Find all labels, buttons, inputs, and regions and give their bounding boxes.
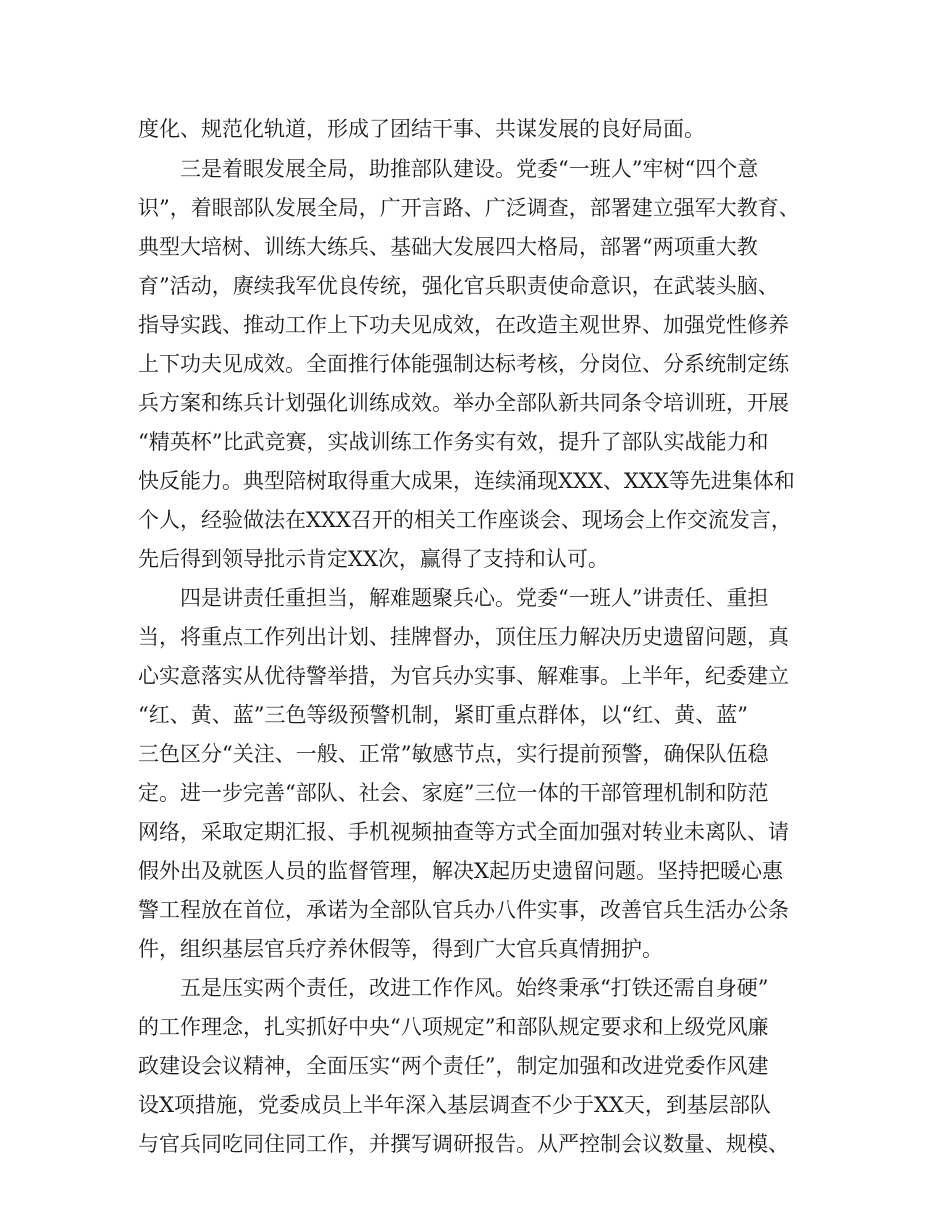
text-line: 当，将重点工作列出计划、挂牌督办，顶住压力解决历史遗留问题，真 xyxy=(138,625,789,649)
text-line: “红、黄、蓝”三色等级预警机制，紧盯重点群体，以“红、黄、蓝” xyxy=(138,703,748,727)
paragraph-start-line: 四是讲责任重担当，解难题聚兵心。党委“一班人”讲责任、重担 xyxy=(180,586,769,610)
text-line: “精英杯”比武竞赛，实战训练工作务实有效，提升了部队实战能力和 xyxy=(138,430,769,454)
text-line: 指导实践、推动工作上下功夫见成效，在改造主观世界、加强党性修养 xyxy=(138,313,789,337)
text-line: 件，组织基层官兵疗养休假等，得到广大官兵真情拥护。 xyxy=(138,937,663,961)
paragraph-start-line: 三是着眼发展全局，助推部队建设。党委“一班人”牢树“四个意 xyxy=(180,157,759,181)
text-line: 假外出及就医人员的监督管理，解决X起历史遗留问题。坚持把暖心惠 xyxy=(138,859,783,883)
text-line: 心实意落实从优待警举措，为官兵办实事、解难事。上半年，纪委建立 xyxy=(138,664,789,688)
text-line: 识”，着眼部队发展全局，广开言路、广泛调查，部署建立强军大教育、 xyxy=(138,196,800,220)
text-line: 警工程放在首位，承诺为全部队官兵办八件实事，改善官兵生活办公条 xyxy=(138,898,789,922)
text-line: 网络，采取定期汇报、手机视频抽查等方式全面加强对转业未离队、请 xyxy=(138,820,789,844)
text-line: 快反能力。典型陪树取得重大成果，连续涌现XXX、XXX等先进集体和 xyxy=(138,469,795,493)
text-line: 与官兵同吃同住同工作，并撰写调研报告。从严控制会议数量、规模、 xyxy=(138,1132,789,1156)
text-line: 上下功夫见成效。全面推行体能强制达标考核，分岗位、分系统制定练 xyxy=(138,352,789,376)
text-line: 育”活动，赓续我军优良传统，强化官兵职责使命意识，在武装头脑、 xyxy=(138,274,779,298)
paragraph-start-line: 五是压实两个责任，改进工作作风。始终秉承“打铁还需自身硬” xyxy=(180,976,769,1000)
text-line: 先后得到领导批示肯定XX次，赢得了支持和认可。 xyxy=(138,547,609,571)
text-line: 设X项措施，党委成员上半年深入基层调查不少于XX天，到基层部队 xyxy=(138,1093,771,1117)
text-line: 度化、规范化轨道，形成了团结干事、共谋发展的良好局面。 xyxy=(138,117,705,141)
text-line: 典型大培树、训练大练兵、基础大发展四大格局，部署“两项重大教 xyxy=(138,235,758,259)
text-line: 三色区分“关注、一般、正常”敏感节点，实行提前预警，确保队伍稳 xyxy=(138,742,769,766)
text-line: 个人，经验做法在XXX召开的相关工作座谈会、现场会上作交流发言， xyxy=(138,508,792,532)
text-line: 兵方案和练兵计划强化训练成效。举办全部队新共同条令培训班，开展 xyxy=(138,391,789,415)
text-line: 定。进一步完善“部队、社会、家庭”三位一体的干部管理机制和防范 xyxy=(138,781,769,805)
text-line: 的工作理念，扎实抓好中央“八项规定”和部队规定要求和上级党风廉 xyxy=(138,1015,769,1039)
text-line: 政建设会议精神，全面压实“两个责任”，制定加强和改进党委作风建 xyxy=(138,1054,769,1078)
